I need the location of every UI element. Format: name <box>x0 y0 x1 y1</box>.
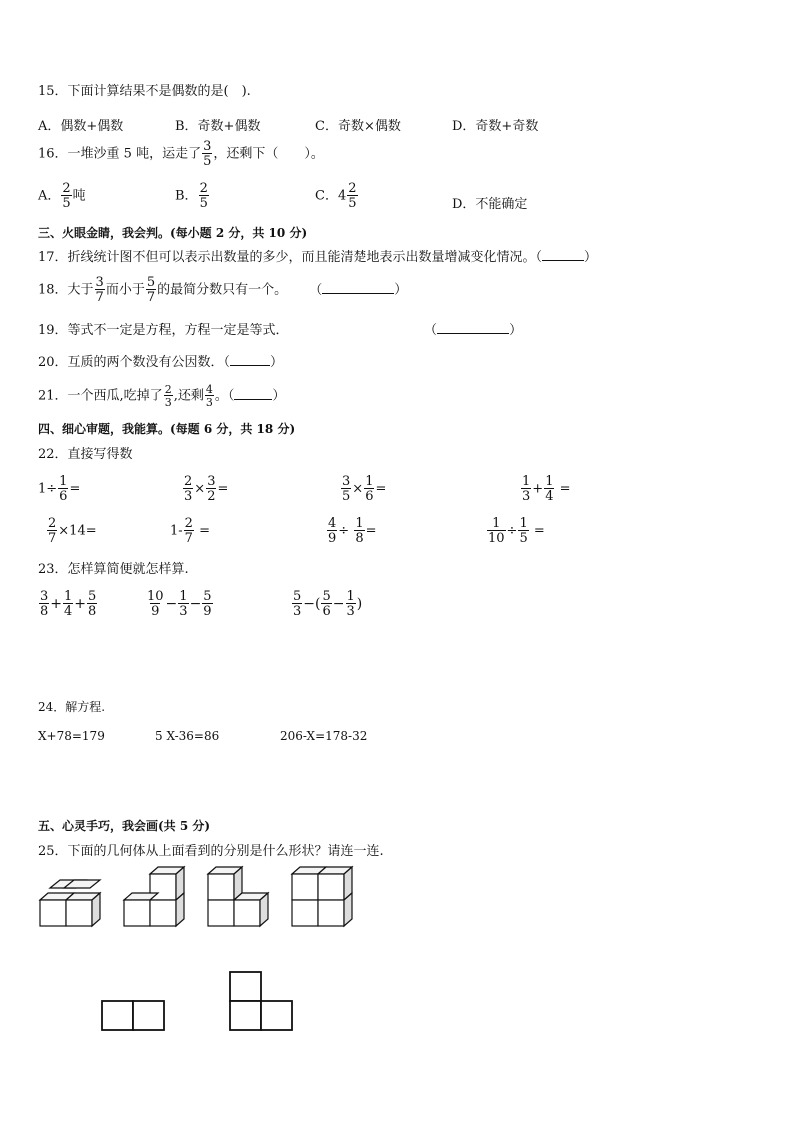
q15-option-c: C．奇数×偶数 <box>315 119 401 134</box>
q15-option-d: D．奇数+奇数 <box>452 119 539 134</box>
fraction: $\frac{1}{5}$ <box>519 516 528 546</box>
fraction: $\frac{1}{10}$ <box>488 516 505 546</box>
fraction: $\frac{1}{3}$ <box>179 589 188 619</box>
section4-title: 四、细心审题，我能算。(每题 6 分，共 18 分) <box>38 422 296 436</box>
q16-stem: 16．一堆沙重 5 吨，运走了 $\frac{3}{5}$ ，还剩下（ ）。 <box>38 139 324 169</box>
fraction: $\frac{1}{3}$ <box>346 589 355 619</box>
q17: 17．折线统计图不但可以表示出数量的多少，而且能清楚地表示出数量增减变化情况。（ ） <box>38 250 598 265</box>
q25-stem: 25．下面的几何体从上面看到的分别是什么形状？请连一连. <box>38 844 384 859</box>
solid-figure-3 <box>208 867 268 926</box>
section5-title: 五、心灵手巧，我会画(共 5 分) <box>38 819 211 833</box>
q24-stem: 24．解方程. <box>38 700 106 714</box>
fraction: $\frac{3}{5}$ <box>203 139 212 169</box>
solid-figure-4 <box>292 867 352 926</box>
fraction: $\frac{2}{7}$ <box>48 516 57 546</box>
q24-equation-1: X+78=179 <box>38 729 105 743</box>
q22-expression: $\frac{1}{3}$ + $\frac{1}{4}$ = <box>522 474 571 504</box>
q20: 20．互质的两个数没有公因数．（ ） <box>38 355 284 370</box>
solid-figure-1 <box>40 880 100 926</box>
fraction: $\frac{3}{8}$ <box>40 589 49 619</box>
q16-option-b: B． $\frac{2}{5}$ <box>175 181 208 211</box>
q22-expression: $\frac{3}{5}$ × $\frac{1}{6}$ = <box>342 474 387 504</box>
solid-figures <box>34 862 364 932</box>
q15-stem: 15．下面计算结果不是偶数的是( ). <box>38 84 251 99</box>
top-view-shapes <box>98 965 298 1035</box>
fraction: $\frac{5}{8}$ <box>88 589 97 619</box>
q24-equation-2: 5 X-36=86 <box>155 729 220 743</box>
fraction: $\frac{10}{9}$ <box>147 589 164 619</box>
q15-option-b: B．奇数+偶数 <box>175 119 261 134</box>
fraction: $\frac{3}{5}$ <box>342 474 351 504</box>
answer-blank[interactable] <box>234 399 272 400</box>
fraction: $\frac{2}{7}$ <box>184 516 193 546</box>
answer-blank[interactable] <box>322 293 394 294</box>
answer-blank[interactable] <box>230 365 270 366</box>
q23-expression: $\frac{5}{3}$ −( $\frac{5}{6}$ − $\frac{1}{3}$ ) <box>293 589 363 619</box>
q22-expression: $\frac{2}{7}$ ×14= <box>48 516 97 546</box>
q22-expression: 1÷ $\frac{1}{6}$ = <box>38 474 81 504</box>
fraction: $\frac{1}{8}$ <box>355 516 364 546</box>
q23-stem: 23．怎样算简便就怎样算. <box>38 562 189 577</box>
q22-expression: $\frac{2}{3}$ × $\frac{3}{2}$ = <box>184 474 229 504</box>
section3-title: 三、火眼金睛，我会判。(每小题 2 分，共 10 分) <box>38 226 308 240</box>
fraction: $\frac{5}{9}$ <box>203 589 212 619</box>
solid-figure-2 <box>124 867 184 926</box>
q23-expression: $\frac{10}{9}$ − $\frac{1}{3}$ − $\frac{5}{9}$ <box>147 589 212 619</box>
fraction: $\frac{2}{3}$ <box>184 474 193 504</box>
fraction: $\frac{1}{6}$ <box>365 474 374 504</box>
q15-option-a: A．偶数+偶数 <box>38 119 124 134</box>
fraction: $\frac{1}{4}$ <box>64 589 73 619</box>
q22-expression: $\frac{4}{9}$ ÷ $\frac{1}{8}$ = <box>328 516 377 546</box>
top-view-shape-2 <box>230 972 292 1030</box>
fraction: $\frac{1}{6}$ <box>59 474 68 504</box>
fraction: $\frac{1}{4}$ <box>545 474 554 504</box>
q18: 18．大于 $\frac{3}{7}$ 而小于 $\frac{5}{7}$ 的最简分数只有一个。 （ ） <box>38 275 408 305</box>
top-view-shape-1 <box>102 1001 164 1030</box>
answer-blank[interactable] <box>542 260 584 261</box>
q19: 19．等式不一定是方程，方程一定是等式． （ ） <box>38 323 523 338</box>
q16-option-a: A． $\frac{2}{5}$ 吨 <box>38 181 86 211</box>
q22-expression: 1- $\frac{2}{7}$ = <box>170 516 210 546</box>
fraction: $\frac{5}{3}$ <box>293 589 302 619</box>
q21: 21．一个西瓜,吃掉了 $\frac{2}{3}$ ,还剩 $\frac{4}{3}$ 。（ ） <box>38 383 286 409</box>
q24-equation-3: 206-X=178-32 <box>280 729 368 743</box>
q23-expression: $\frac{3}{8}$ + $\frac{1}{4}$ + $\frac{5}{8}$ <box>40 589 97 619</box>
fraction: $\frac{5}{6}$ <box>322 589 331 619</box>
fraction: $\frac{3}{2}$ <box>207 474 216 504</box>
q16-option-d: D．不能确定 <box>452 197 528 212</box>
answer-blank[interactable] <box>437 333 509 334</box>
fraction: $\frac{4}{9}$ <box>328 516 337 546</box>
fraction: $\frac{1}{3}$ <box>522 474 531 504</box>
q16-option-c: C．4 $\frac{2}{5}$ <box>315 181 357 211</box>
q22-stem: 22．直接写得数 <box>38 447 133 462</box>
q22-expression: $\frac{1}{10}$ ÷ $\frac{1}{5}$ = <box>488 516 545 546</box>
